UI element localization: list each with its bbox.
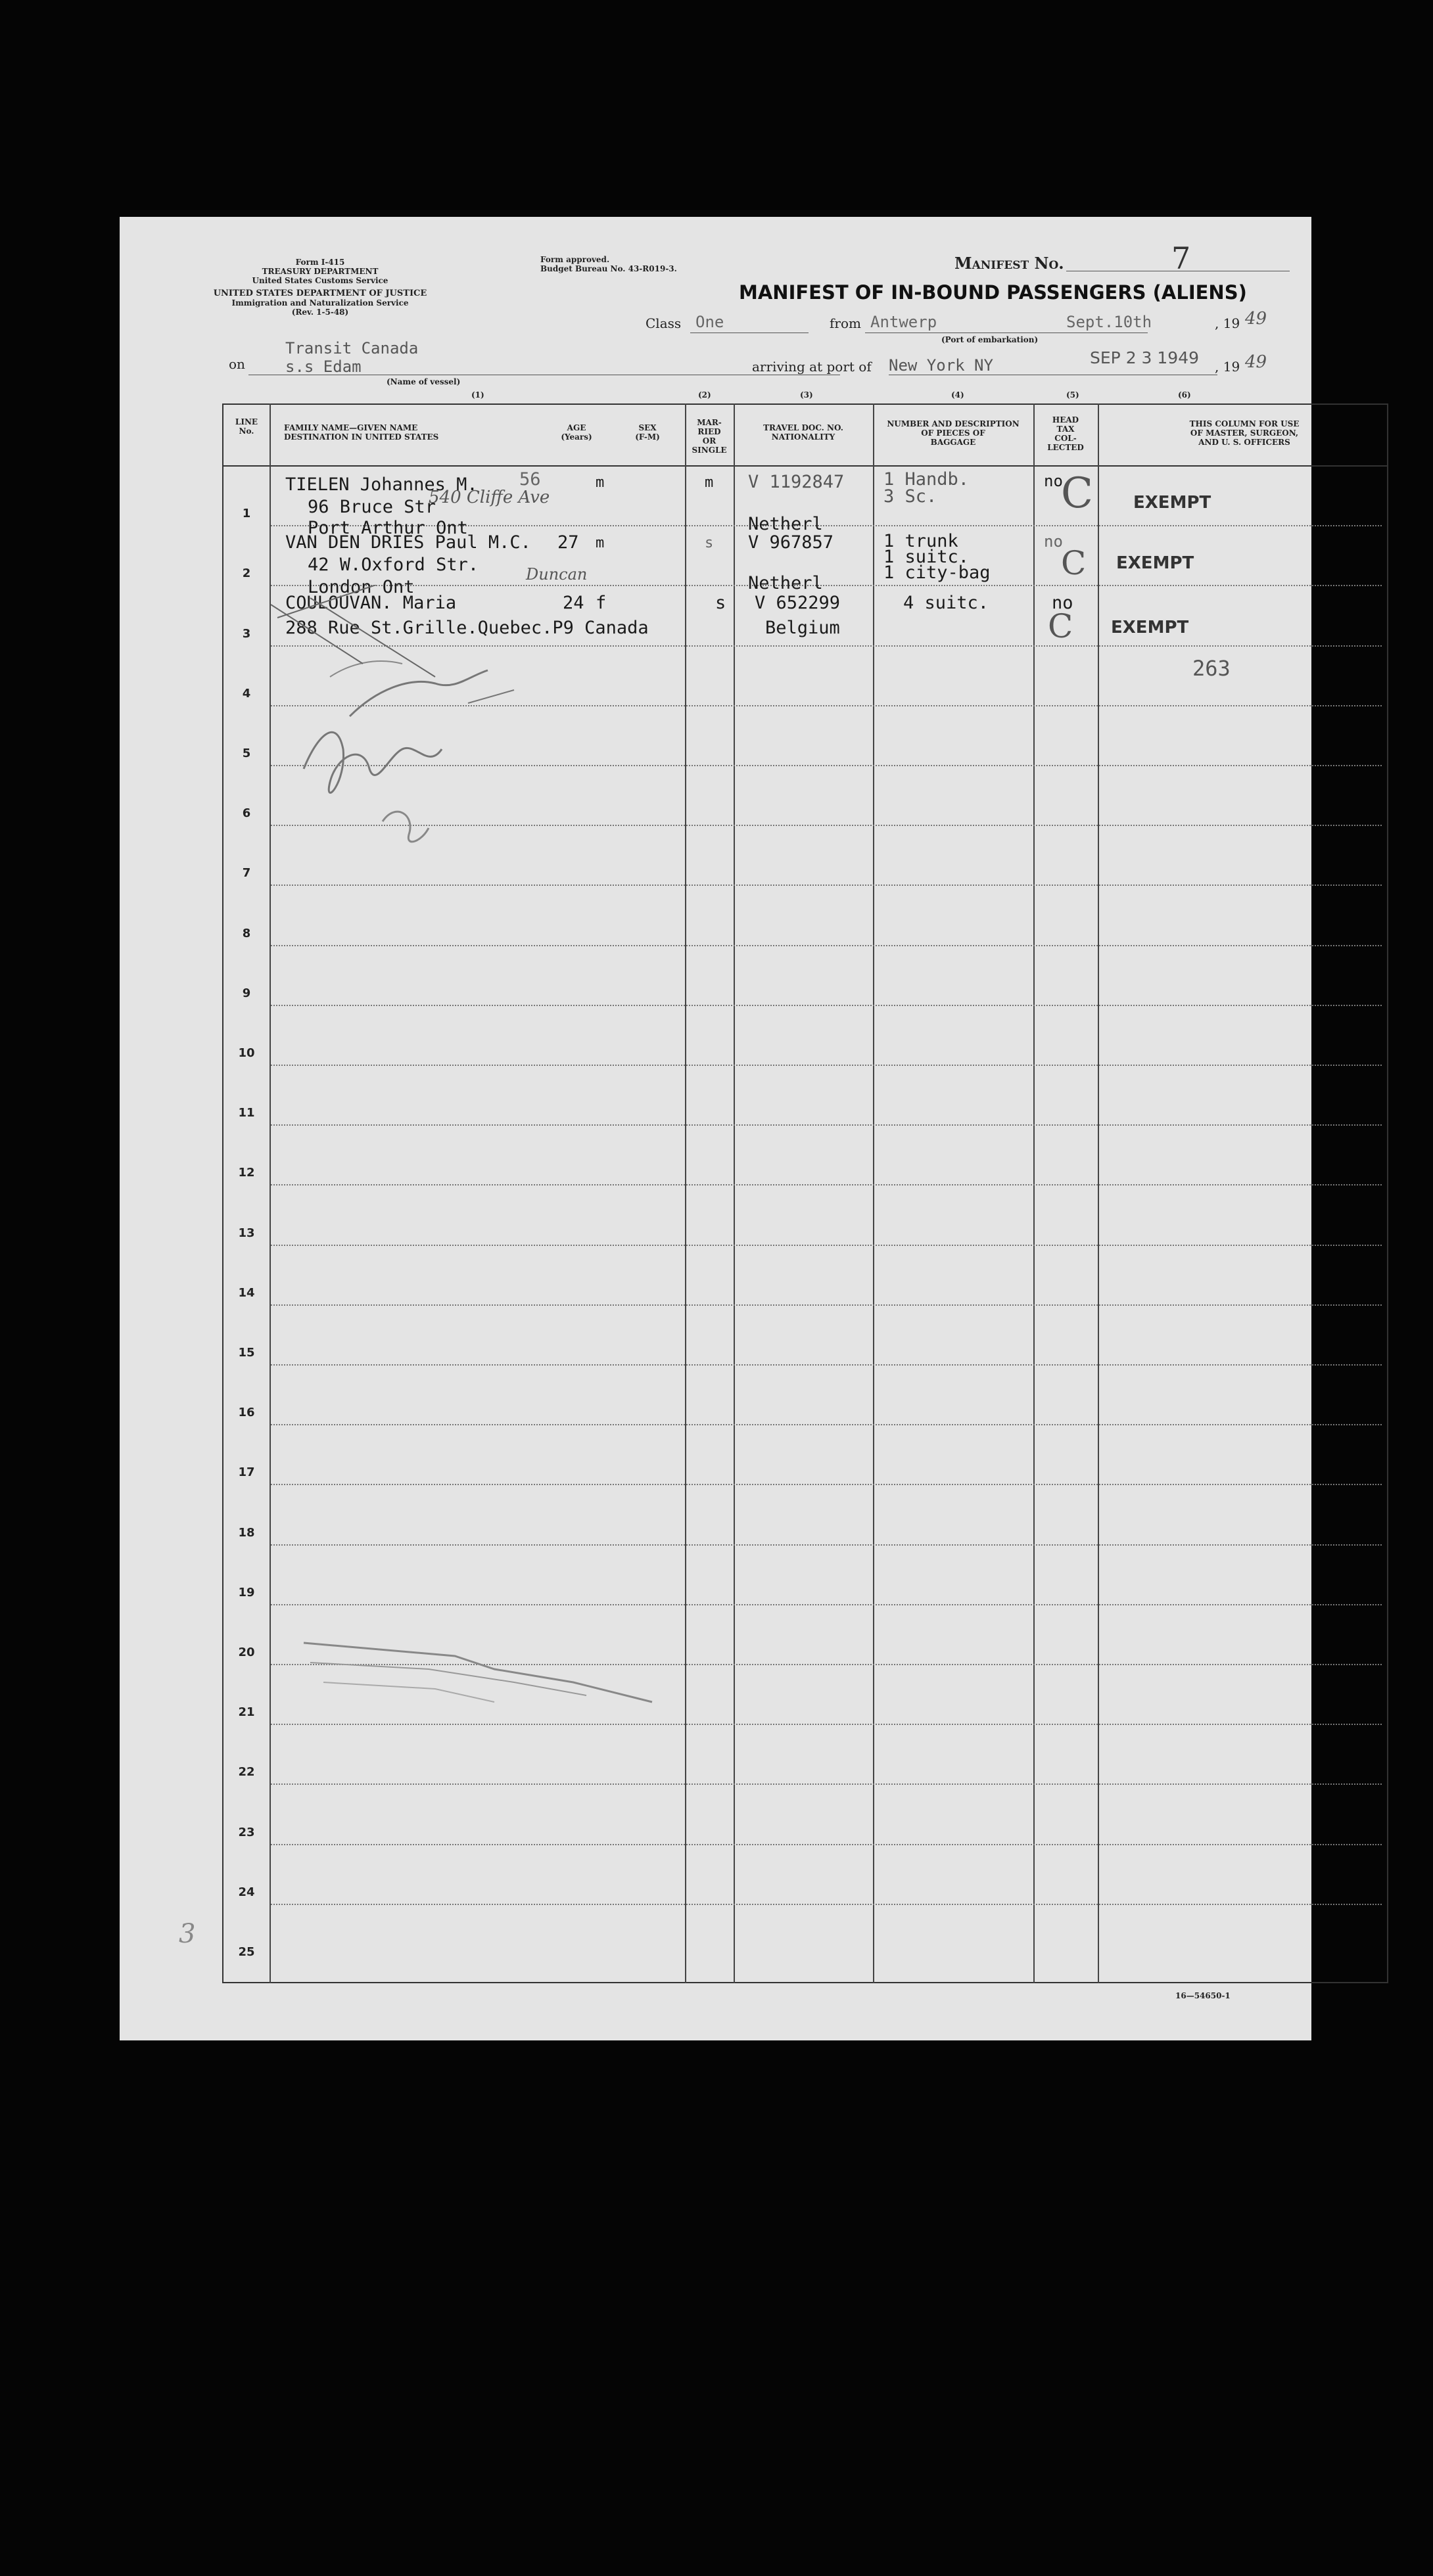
row-divider <box>271 1604 1382 1605</box>
header-name: FAMILY NAME—GIVEN NAME DESTINATION IN UNITED STATES <box>284 423 439 442</box>
column-number-3: (3) <box>800 390 813 400</box>
arriving-value: New York NY <box>889 356 993 375</box>
line-number: 23 <box>238 1825 255 1839</box>
row-divider <box>271 1544 1382 1546</box>
line-number: 17 <box>238 1465 255 1480</box>
passenger-2-tax-mark: C <box>1061 544 1087 582</box>
passenger-2-doc: V 967857 <box>748 532 834 553</box>
passenger-1-age: 56 <box>519 469 541 490</box>
customs-label: United States Customs Service <box>252 276 388 285</box>
footer-form-code: 16—54650-1 <box>1175 1991 1231 2000</box>
passenger-2-bag1: 1 trunk <box>883 531 958 551</box>
column-number-1: (1) <box>471 390 484 400</box>
passenger-3-tax: no <box>1052 593 1073 613</box>
passenger-2-tax: no <box>1044 532 1063 551</box>
line-number: 10 <box>238 1046 255 1060</box>
form-approved: Form approved. <box>540 255 610 264</box>
passenger-3-nationality: Belgium <box>765 618 840 638</box>
passenger-1-doc: V 1192847 <box>748 472 845 492</box>
line-number: 7 <box>242 866 251 881</box>
passenger-2-sex: m <box>596 535 605 551</box>
row-divider <box>271 1904 1382 1905</box>
line-number: 14 <box>238 1285 255 1300</box>
passenger-3-sex: f <box>596 593 607 613</box>
row-divider <box>271 1184 1382 1185</box>
table-header-divider <box>222 465 1388 467</box>
budget-bureau: Budget Bureau No. 43-R019-3. <box>540 264 677 273</box>
passenger-1-officer: EXEMPT <box>1133 493 1211 513</box>
line-number: 25 <box>238 1945 255 1959</box>
year2-prefix: , 19 <box>1215 359 1240 375</box>
header-officers: THIS COLUMN FOR USE OF MASTER, SURGEON, AND U. S. OFFICERS <box>1189 419 1300 447</box>
passenger-2-marital: s <box>705 535 714 551</box>
line-number: 11 <box>238 1106 255 1120</box>
form-number: Form I-415 <box>295 258 345 267</box>
line-number: 19 <box>238 1585 255 1599</box>
passenger-2-age: 27 <box>557 532 579 553</box>
column-divider <box>873 403 874 1983</box>
column-divider <box>1033 403 1035 1983</box>
row-divider <box>271 1245 1382 1246</box>
passenger-2-name: VAN DEN DRIES Paul M.C. <box>285 532 531 553</box>
passenger-2-nationality: Netherl <box>748 573 823 593</box>
line-number: 3 <box>242 626 251 641</box>
passenger-3-officer-note: 263 <box>1192 656 1231 681</box>
passenger-1-hand-note: 540 Cliffe Ave <box>429 488 550 507</box>
justice-label: UNITED STATES DEPARTMENT OF JUSTICE <box>213 288 427 298</box>
line-number: 18 <box>238 1525 255 1540</box>
from-label: from <box>830 315 861 331</box>
column-divider <box>734 403 735 1983</box>
passenger-1-bag1: 1 Handb. <box>883 469 970 490</box>
header-travel-doc: TRAVEL DOC. NO. NATIONALITY <box>763 423 843 442</box>
line-number: 20 <box>238 1645 255 1659</box>
line-number: 24 <box>238 1885 255 1899</box>
class-label: Class <box>646 315 682 331</box>
passenger-1-bag2: 3 Sc. <box>883 486 937 507</box>
passenger-3-officer: EXEMPT <box>1111 618 1189 637</box>
manifest-page <box>120 217 1311 2040</box>
header-sex: SEX (F-M) <box>635 423 660 442</box>
passenger-2-bag2: 1 suitc. <box>883 547 970 567</box>
row-divider <box>271 1304 1382 1306</box>
crossout-scribble <box>297 1630 665 1722</box>
passenger-1-addr2: Port Arthur Ont <box>308 518 468 538</box>
header-baggage: NUMBER AND DESCRIPTION OF PIECES OF BAGGAGE <box>887 419 1020 447</box>
date-value: Sept.10th <box>1066 313 1152 331</box>
arriving-label: arriving at port of <box>752 359 872 375</box>
passenger-3-name: COULOUVAN. Maria <box>285 593 457 613</box>
passenger-1-nationality: Netherl <box>748 514 823 534</box>
arrival-date-stamp: SEP 2 3 1949 <box>1090 348 1200 367</box>
margin-note: 3 <box>179 1919 196 1949</box>
row-divider <box>271 1065 1382 1066</box>
header-married: MAR- RIED OR SINGLE <box>692 418 727 455</box>
header-age: AGE (Years) <box>561 423 592 442</box>
passenger-2-addr2: London Ont <box>308 577 415 597</box>
line-number: 15 <box>238 1346 255 1360</box>
line-number: 5 <box>242 747 251 760</box>
passenger-2-officer: EXEMPT <box>1116 553 1194 573</box>
line-number: 2 <box>242 566 251 581</box>
row-divider <box>271 1724 1382 1725</box>
passenger-3-marital: s <box>715 593 726 613</box>
ins-label: Immigration and Naturalization Service <box>231 298 409 308</box>
approval-block <box>540 255 677 273</box>
passenger-3-doc: V 652299 <box>755 593 841 613</box>
row-divider <box>271 1484 1382 1485</box>
line-number: 1 <box>242 507 251 521</box>
year2-value: 49 <box>1245 352 1267 372</box>
form-id-block <box>212 258 429 317</box>
line-number: 9 <box>242 986 251 1000</box>
passenger-1-name: TIELEN Johannes M. <box>285 474 478 495</box>
manifest-number-value: 7 <box>1171 241 1191 276</box>
line-number: 22 <box>238 1765 255 1780</box>
passenger-3-tax-mark: C <box>1048 607 1073 645</box>
row-divider <box>271 1783 1382 1785</box>
signature-scribble <box>218 585 731 953</box>
line-number: 16 <box>238 1406 255 1420</box>
passenger-3-age: 24 <box>563 593 584 613</box>
line-number: 8 <box>242 926 251 940</box>
passenger-2-hand-note: Duncan <box>526 565 588 584</box>
column-number-6: (6) <box>1178 390 1191 400</box>
treasury-label: TREASURY DEPARTMENT <box>262 267 379 276</box>
line-number: 4 <box>242 686 251 701</box>
column-divider <box>1098 403 1099 1983</box>
header-head-tax: HEAD TAX COL- LECTED <box>1047 415 1084 452</box>
line-number: 21 <box>238 1705 255 1720</box>
manifest-number-label: Manifest No. <box>954 254 1064 273</box>
from-value: Antwerp <box>870 313 937 331</box>
vessel-line-1: Transit Canada <box>285 339 419 357</box>
column-number-2: (2) <box>698 390 711 400</box>
passenger-2-bag3: 1 city-bag <box>883 563 991 583</box>
column-number-4: (4) <box>951 390 964 400</box>
vessel-line-2: s.s Edam <box>285 357 362 376</box>
passenger-3-addr1: 288 Rue St.Grille.Quebec.P9 Canada <box>285 618 649 638</box>
vessel-caption: (Name of vessel) <box>387 377 461 386</box>
row-divider <box>271 1124 1382 1126</box>
row-divider <box>271 1844 1382 1845</box>
row-divider <box>271 1424 1382 1425</box>
year-prefix: , 19 <box>1215 315 1240 331</box>
class-value: One <box>695 313 724 331</box>
passenger-3-bag1: 4 suitc. <box>903 593 989 613</box>
passenger-1-sex: m <box>596 474 605 491</box>
port-embarkation-caption: (Port of embarkation) <box>941 335 1039 344</box>
passenger-1-marital: m <box>705 474 714 491</box>
line-number: 13 <box>238 1226 255 1240</box>
passenger-1-tax: no <box>1044 472 1063 490</box>
page-title: MANIFEST OF IN-BOUND PASSENGERS (ALIENS) <box>739 281 1247 304</box>
on-label: on <box>229 356 245 372</box>
row-divider <box>271 1005 1382 1006</box>
row-divider <box>271 1364 1382 1366</box>
line-number: 6 <box>242 806 251 821</box>
passenger-2-addr1: 42 W.Oxford Str. <box>308 555 479 575</box>
revision-label: (Rev. 1-5-48) <box>291 308 349 317</box>
year-value: 49 <box>1245 309 1267 329</box>
header-line-no: LINE No. <box>235 417 258 436</box>
passenger-1-tax-mark: C <box>1061 469 1093 518</box>
line-number: 12 <box>238 1166 255 1180</box>
column-number-5: (5) <box>1066 390 1079 400</box>
passenger-1-addr1: 96 Bruce Str <box>308 497 436 517</box>
